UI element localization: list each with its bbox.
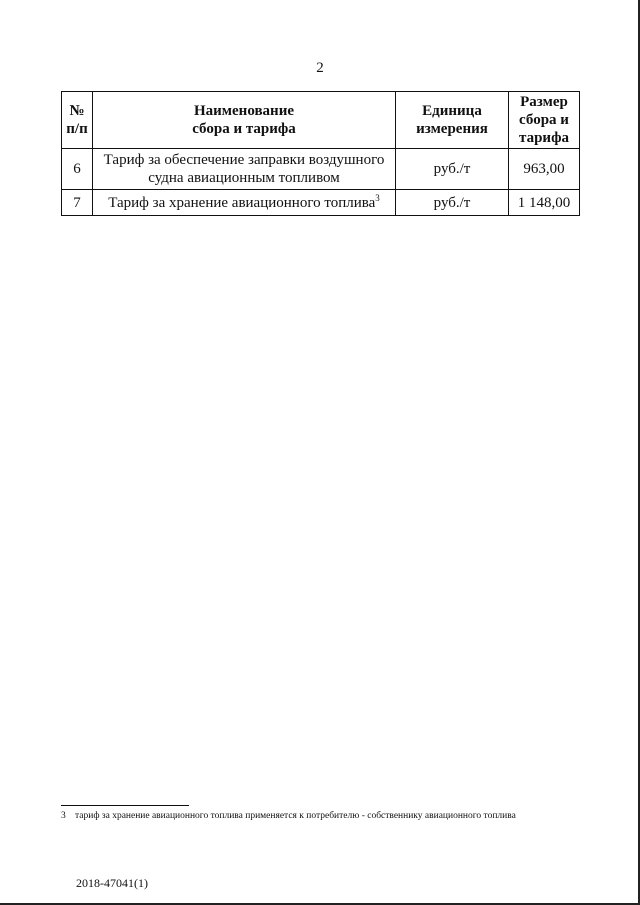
footnote-number: 3	[61, 811, 66, 821]
footnote-text: тариф за хранение авиационного топлива применяется к потребителю - собственнику авиационного топлива	[75, 811, 516, 821]
cell-size: 963,00	[509, 149, 580, 190]
cell-number: 7	[62, 190, 93, 216]
header-size-line3: тарифа	[519, 130, 569, 146]
cell-number: 6	[62, 149, 93, 190]
header-unit-line2: измерения	[416, 121, 488, 137]
header-size	[509, 92, 580, 149]
cell-unit: руб./т	[396, 190, 509, 216]
cell-size: 1 148,00	[509, 190, 580, 216]
table-row	[62, 190, 580, 216]
header-size-line2: сбора и	[519, 112, 569, 128]
header-number-line1: №	[69, 103, 85, 119]
document-code: 2018-47041(1)	[76, 876, 148, 890]
header-name-line1: Наименование	[194, 103, 294, 119]
header-unit	[396, 92, 509, 149]
footnote-reference: 3	[375, 192, 380, 203]
table-row	[62, 149, 580, 190]
header-unit-line1: Единица	[422, 103, 482, 119]
cell-unit: руб./т	[396, 149, 509, 190]
header-number-line2: п/п	[66, 121, 88, 137]
header-number	[62, 92, 93, 149]
page-number: 2	[316, 60, 324, 76]
header-size-line1: Размер	[520, 94, 568, 110]
footnote	[61, 811, 591, 821]
header-name-line2: сбора и тарифа	[192, 121, 296, 137]
cell-name	[93, 149, 396, 190]
cell-name-text: Тариф за хранение авиационного топлива	[108, 194, 376, 211]
table-header-row	[62, 92, 580, 149]
cell-name	[93, 190, 396, 216]
header-name	[93, 92, 396, 149]
footnote-separator	[61, 805, 189, 806]
tariff-table	[61, 91, 580, 216]
cell-name-line1: Тариф за обеспечение заправки воздушного	[103, 152, 385, 168]
cell-name-line2: судна авиационным топливом	[148, 170, 340, 186]
